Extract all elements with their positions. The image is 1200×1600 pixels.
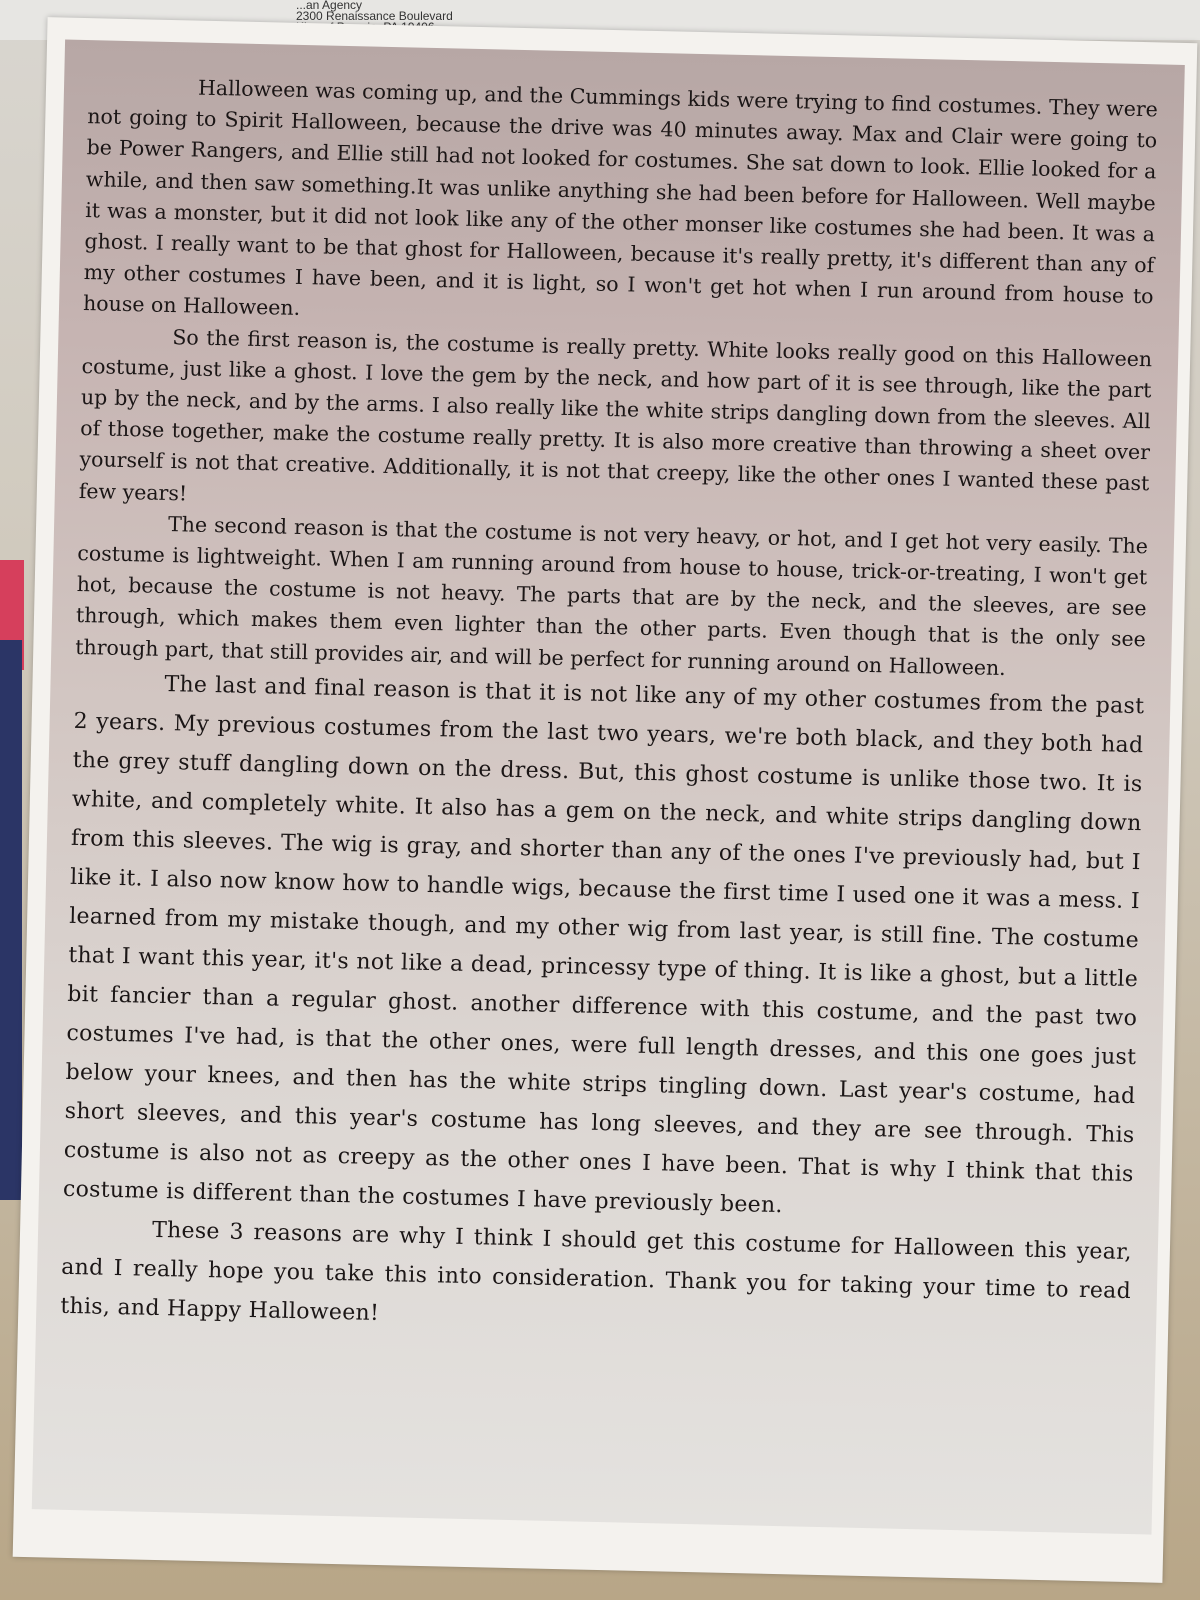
paragraph-reason-3: The last and final reason is that it is not like any of my other costumes from the past 2 years. My previous costumes from the last two years, we're both black, and they both had the grey stuff dangling down on the dress. But, this ghost costume is unlike those two. It is white, and completely white. It also has a gem on the neck, and white strips dangling down from this sleeves. The wig is gray, and shorter than any of the ones I've previously had, but I like it. I also now know how to handle wigs, because the first time I used one it was a mess. I learned from my mistake though, and my other wig from last year, is still fine. The costume that I want this year, it's not like a dead, princessy type of thing. It is like a ghost, but a little bit fancier than a regular ghost. another difference with this costume, and the past two costumes I've had, is that the other ones, were full length dresses, and this one goes just below your knees, and then has the white strips tingling down. Last year's costume, had short sleeves, and this year's costume has long sleeves, and they are see through. This costume is also not as creepy as the other ones I have been. That is why I think that this costume is different than the costumes I have previously been. (62, 671, 1145, 1218)
printed-page (13, 17, 1198, 1583)
paragraph-reason-2: The second reason is that the costume is not very heavy, or hot, and I get hot very easily. The costume is lightweight. When I am running around from house to house, trick-or-treating, I won't get hot, because the costume is not heavy. The parts that are by the neck, and the sleeves, are see through, which makes them even lighter than the other parts. Even though that is the only see through part, that still provides air, and will be perfect for running around on Halloween. (75, 511, 1149, 680)
blue-object (0, 640, 22, 1200)
essay-body (60, 70, 1158, 1350)
paragraph-intro: Halloween was coming up, and the Cummings kids were trying to find costumes. They were not going to Spirit Halloween, because the drive was 40 minutes away. Max and Clair were going to be Power Rangers, and Ellie still had not looked for costumes. She sat down to look. Ellie looked for a while, and then saw something.It was unlike anything she had been before for Halloween. Well maybe it was a monster, but it did not look like any of the other monser like costumes she had been. It was a ghost. I really want to be that ghost for Halloween, because it's really pretty, it's different than any of my other costumes I have been, and it is light, so I won't get hot when I run around from house to house on Halloween. (82, 75, 1159, 321)
letterhead-line-2: 2300 Renaissance Boulevard (296, 9, 453, 23)
paragraph-reason-1: So the first reason is, the costume is really pretty. White looks really good on this Halloween costume, just like a ghost. I love the gem by the neck, and how part of it is see through, like the part up by the neck, and by the arms. I also really like the white strips dangling down from the sleeves. All of those together, make the costume really pretty. It is also more creative than throwing a sheet over yourself is not that creative. Additionally, it is not that creepy, like the other ones I wanted these past few years! (78, 324, 1153, 506)
letterhead-line-1: ...an Agency (296, 0, 363, 12)
print-area (32, 40, 1185, 1535)
paragraph-conclusion: These 3 reasons are why I think I should get this costume for Halloween this year, and I really hope you take this into consideration. Thank you for taking your time to read this, and Happy Halloween! (60, 1217, 1133, 1326)
